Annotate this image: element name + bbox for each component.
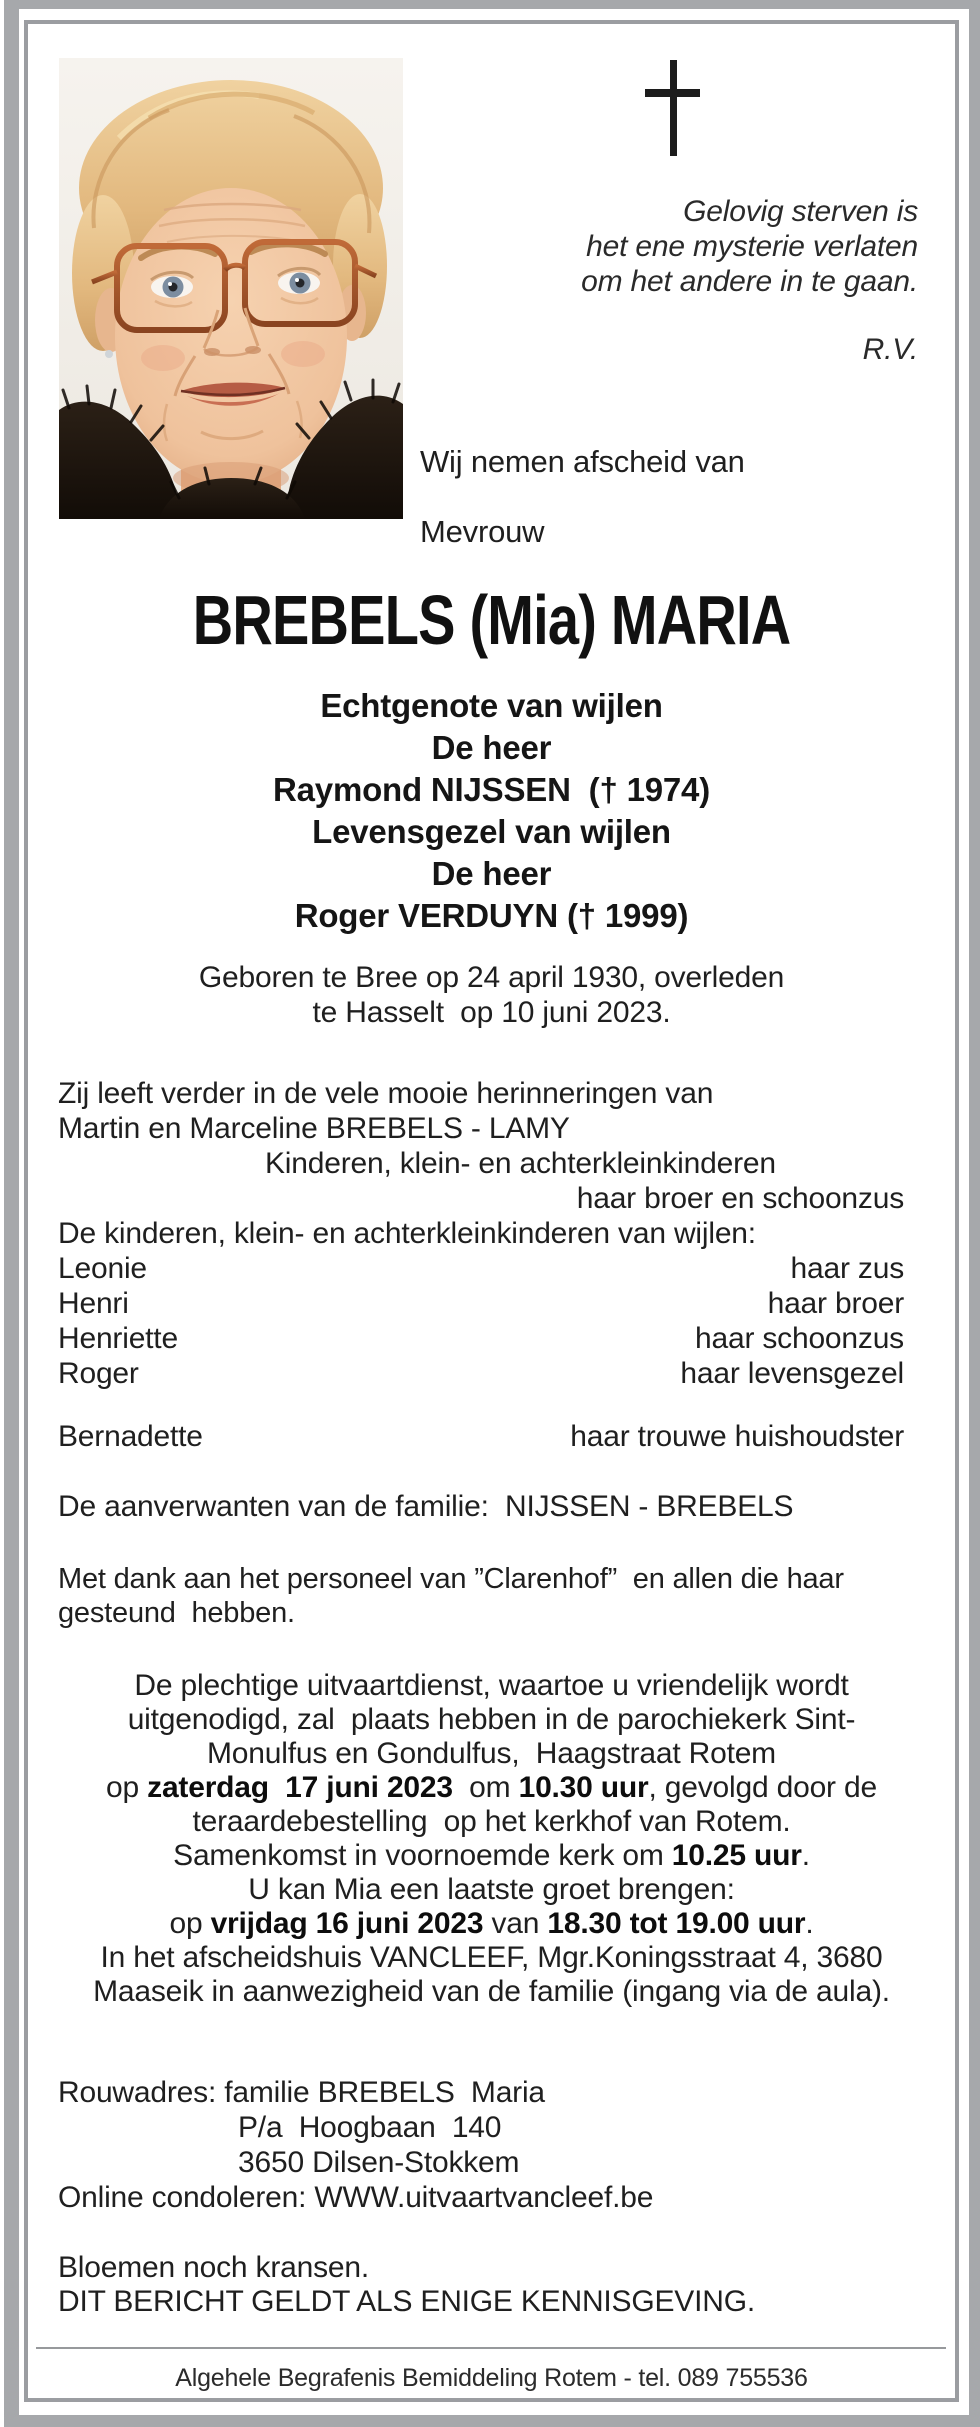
- family-block: [58, 1076, 904, 1391]
- service-text: van: [483, 1907, 548, 1940]
- spouse-line: De heer: [431, 729, 552, 766]
- service-bold-text: zaterdag 17 juni 2023: [147, 1771, 453, 1804]
- latin-cross-icon: [645, 60, 700, 156]
- service-line: [28, 1771, 955, 1805]
- service-line: [28, 1703, 955, 1737]
- cross-vertical-bar: [670, 60, 677, 156]
- service-text: U kan Mia een laatste groet brengen:: [248, 1873, 735, 1906]
- quote-line: om het andere in te gaan.: [581, 265, 918, 298]
- family-member-name: Henri: [58, 1287, 129, 1320]
- spouse-line: Echtgenote van wijlen: [320, 687, 663, 724]
- address-line: Online condoleren: WWW.uitvaartvancleef.be: [58, 2181, 654, 2214]
- quote-attribution: R.V.: [862, 333, 918, 366]
- family-row: [58, 1251, 904, 1286]
- closing-line: Bloemen noch kransen.: [58, 2251, 369, 2284]
- relatives-line: De aanverwanten van de familie: NIJSSEN - BREBELS: [58, 1490, 794, 1523]
- family-member-name: Leonie: [58, 1252, 147, 1285]
- family-relation: haar levensgezel: [680, 1357, 904, 1390]
- service-text: Monulfus en Gondulfus, Haagstraat Rotem: [207, 1737, 776, 1770]
- spouse-line: Levensgezel van wijlen: [312, 813, 671, 850]
- service-text: om: [452, 1771, 519, 1804]
- family-row: [58, 1321, 904, 1356]
- service-text: op: [169, 1907, 211, 1940]
- housekeeper-relation: haar trouwe huishoudster: [570, 1420, 904, 1453]
- service-bold-text: vrijdag 16 juni 2023: [210, 1907, 484, 1940]
- family-line: Zij leeft verder in de vele mooie herinneringen van: [58, 1077, 714, 1110]
- family-relation: haar schoonzus: [694, 1322, 904, 1355]
- family-member-name: Henriette: [58, 1322, 178, 1355]
- service-text: In het afscheidshuis VANCLEEF, Mgr.Koningsstraat 4, 3680: [100, 1941, 883, 1974]
- family-relation: haar zus: [790, 1252, 904, 1285]
- service-bold-text: 18.30 tot 19.00 uur: [547, 1907, 806, 1940]
- service-text: Samenkomst in voornoemde kerk om: [173, 1839, 672, 1872]
- address-line: Rouwadres: familie BREBELS Maria: [58, 2076, 545, 2109]
- address-line: 3650 Dilsen-Stokkem: [238, 2146, 520, 2179]
- portrait-photo-image: [59, 58, 403, 519]
- salutation: Mevrouw: [420, 514, 545, 549]
- service-line: [28, 1941, 955, 1975]
- service-line: [28, 1873, 955, 1907]
- funeral-home-footer: Algehele Begrafenis Bemiddeling Rotem - tel. 089 755536: [175, 2364, 808, 2392]
- service-text: uitgenodigd, zal plaats hebben in de parochiekerk Sint-: [127, 1703, 856, 1736]
- spouse-block: [28, 685, 955, 937]
- mourning-address: [58, 2075, 653, 2215]
- portrait-photo: [59, 58, 403, 519]
- epigraph-quote: [581, 194, 918, 299]
- family-line: Martin en Marceline BREBELS - LAMY: [58, 1112, 570, 1145]
- family-line: haar broer en schoonzus: [576, 1182, 904, 1215]
- life-dates-line: te Hasselt op 10 juni 2023.: [312, 996, 671, 1029]
- service-line: [28, 1669, 955, 1703]
- footer-divider: [36, 2347, 946, 2349]
- service-details: [28, 1669, 955, 2009]
- service-text: .: [801, 1839, 810, 1872]
- address-line: P/a Hoogbaan 140: [238, 2111, 502, 2144]
- family-line: Kinderen, klein- en achterkleinkinderen: [265, 1147, 776, 1180]
- family-member-name: Roger: [58, 1357, 139, 1390]
- spouse-line: Roger VERDUYN († 1999): [294, 897, 689, 934]
- thanks-line: Met dank aan het personeel van ”Clarenhof” en allen die haar: [58, 1563, 844, 1595]
- housekeeper-row: [58, 1420, 904, 1454]
- service-bold-text: 10.25 uur: [671, 1839, 802, 1872]
- family-line: De kinderen, klein- en achterkleinkinderen van wijlen:: [58, 1217, 756, 1250]
- spouse-line: Raymond NIJSSEN († 1974): [273, 771, 710, 808]
- thanks-line: gesteund hebben.: [58, 1597, 295, 1629]
- closing-block: [58, 2251, 755, 2319]
- service-line: [28, 1907, 955, 1941]
- service-text: De plechtige uitvaartdienst, waartoe u vriendelijk wordt: [134, 1669, 849, 1702]
- spouse-line: De heer: [431, 855, 552, 892]
- service-line: [28, 1839, 955, 1873]
- deceased-name-text: BREBELS (Mia) MARIA: [192, 581, 791, 659]
- obituary-sheet: [24, 20, 959, 2402]
- thanks-block: [58, 1562, 945, 1630]
- service-line: [28, 1975, 955, 2009]
- quote-line: het ene mysterie verlaten: [586, 230, 918, 263]
- service-text: op: [106, 1771, 148, 1804]
- farewell-line: Wij nemen afscheid van: [420, 444, 745, 479]
- life-dates-line: Geboren te Bree op 24 april 1930, overleden: [198, 961, 785, 994]
- quote-line: Gelovig sterven is: [683, 195, 918, 228]
- life-dates: [28, 960, 955, 1030]
- service-text: , gevolgd door de: [648, 1771, 877, 1804]
- service-text: .: [805, 1907, 814, 1940]
- family-row: [58, 1286, 904, 1321]
- service-line: [28, 1805, 955, 1839]
- cross-horizontal-bar: [645, 89, 700, 97]
- deceased-name: [28, 580, 955, 660]
- service-text: teraardebestelling op het kerkhof van Rotem.: [192, 1805, 791, 1838]
- family-relation: haar broer: [767, 1287, 904, 1320]
- housekeeper-name: Bernadette: [58, 1420, 203, 1453]
- service-bold-text: 10.30 uur: [518, 1771, 649, 1804]
- service-text: Maaseik in aanwezigheid van de familie (ingang via de aula).: [93, 1975, 890, 2008]
- closing-line: DIT BERICHT GELDT ALS ENIGE KENNISGEVING.: [58, 2285, 755, 2318]
- family-row: [58, 1356, 904, 1391]
- service-line: [28, 1737, 955, 1771]
